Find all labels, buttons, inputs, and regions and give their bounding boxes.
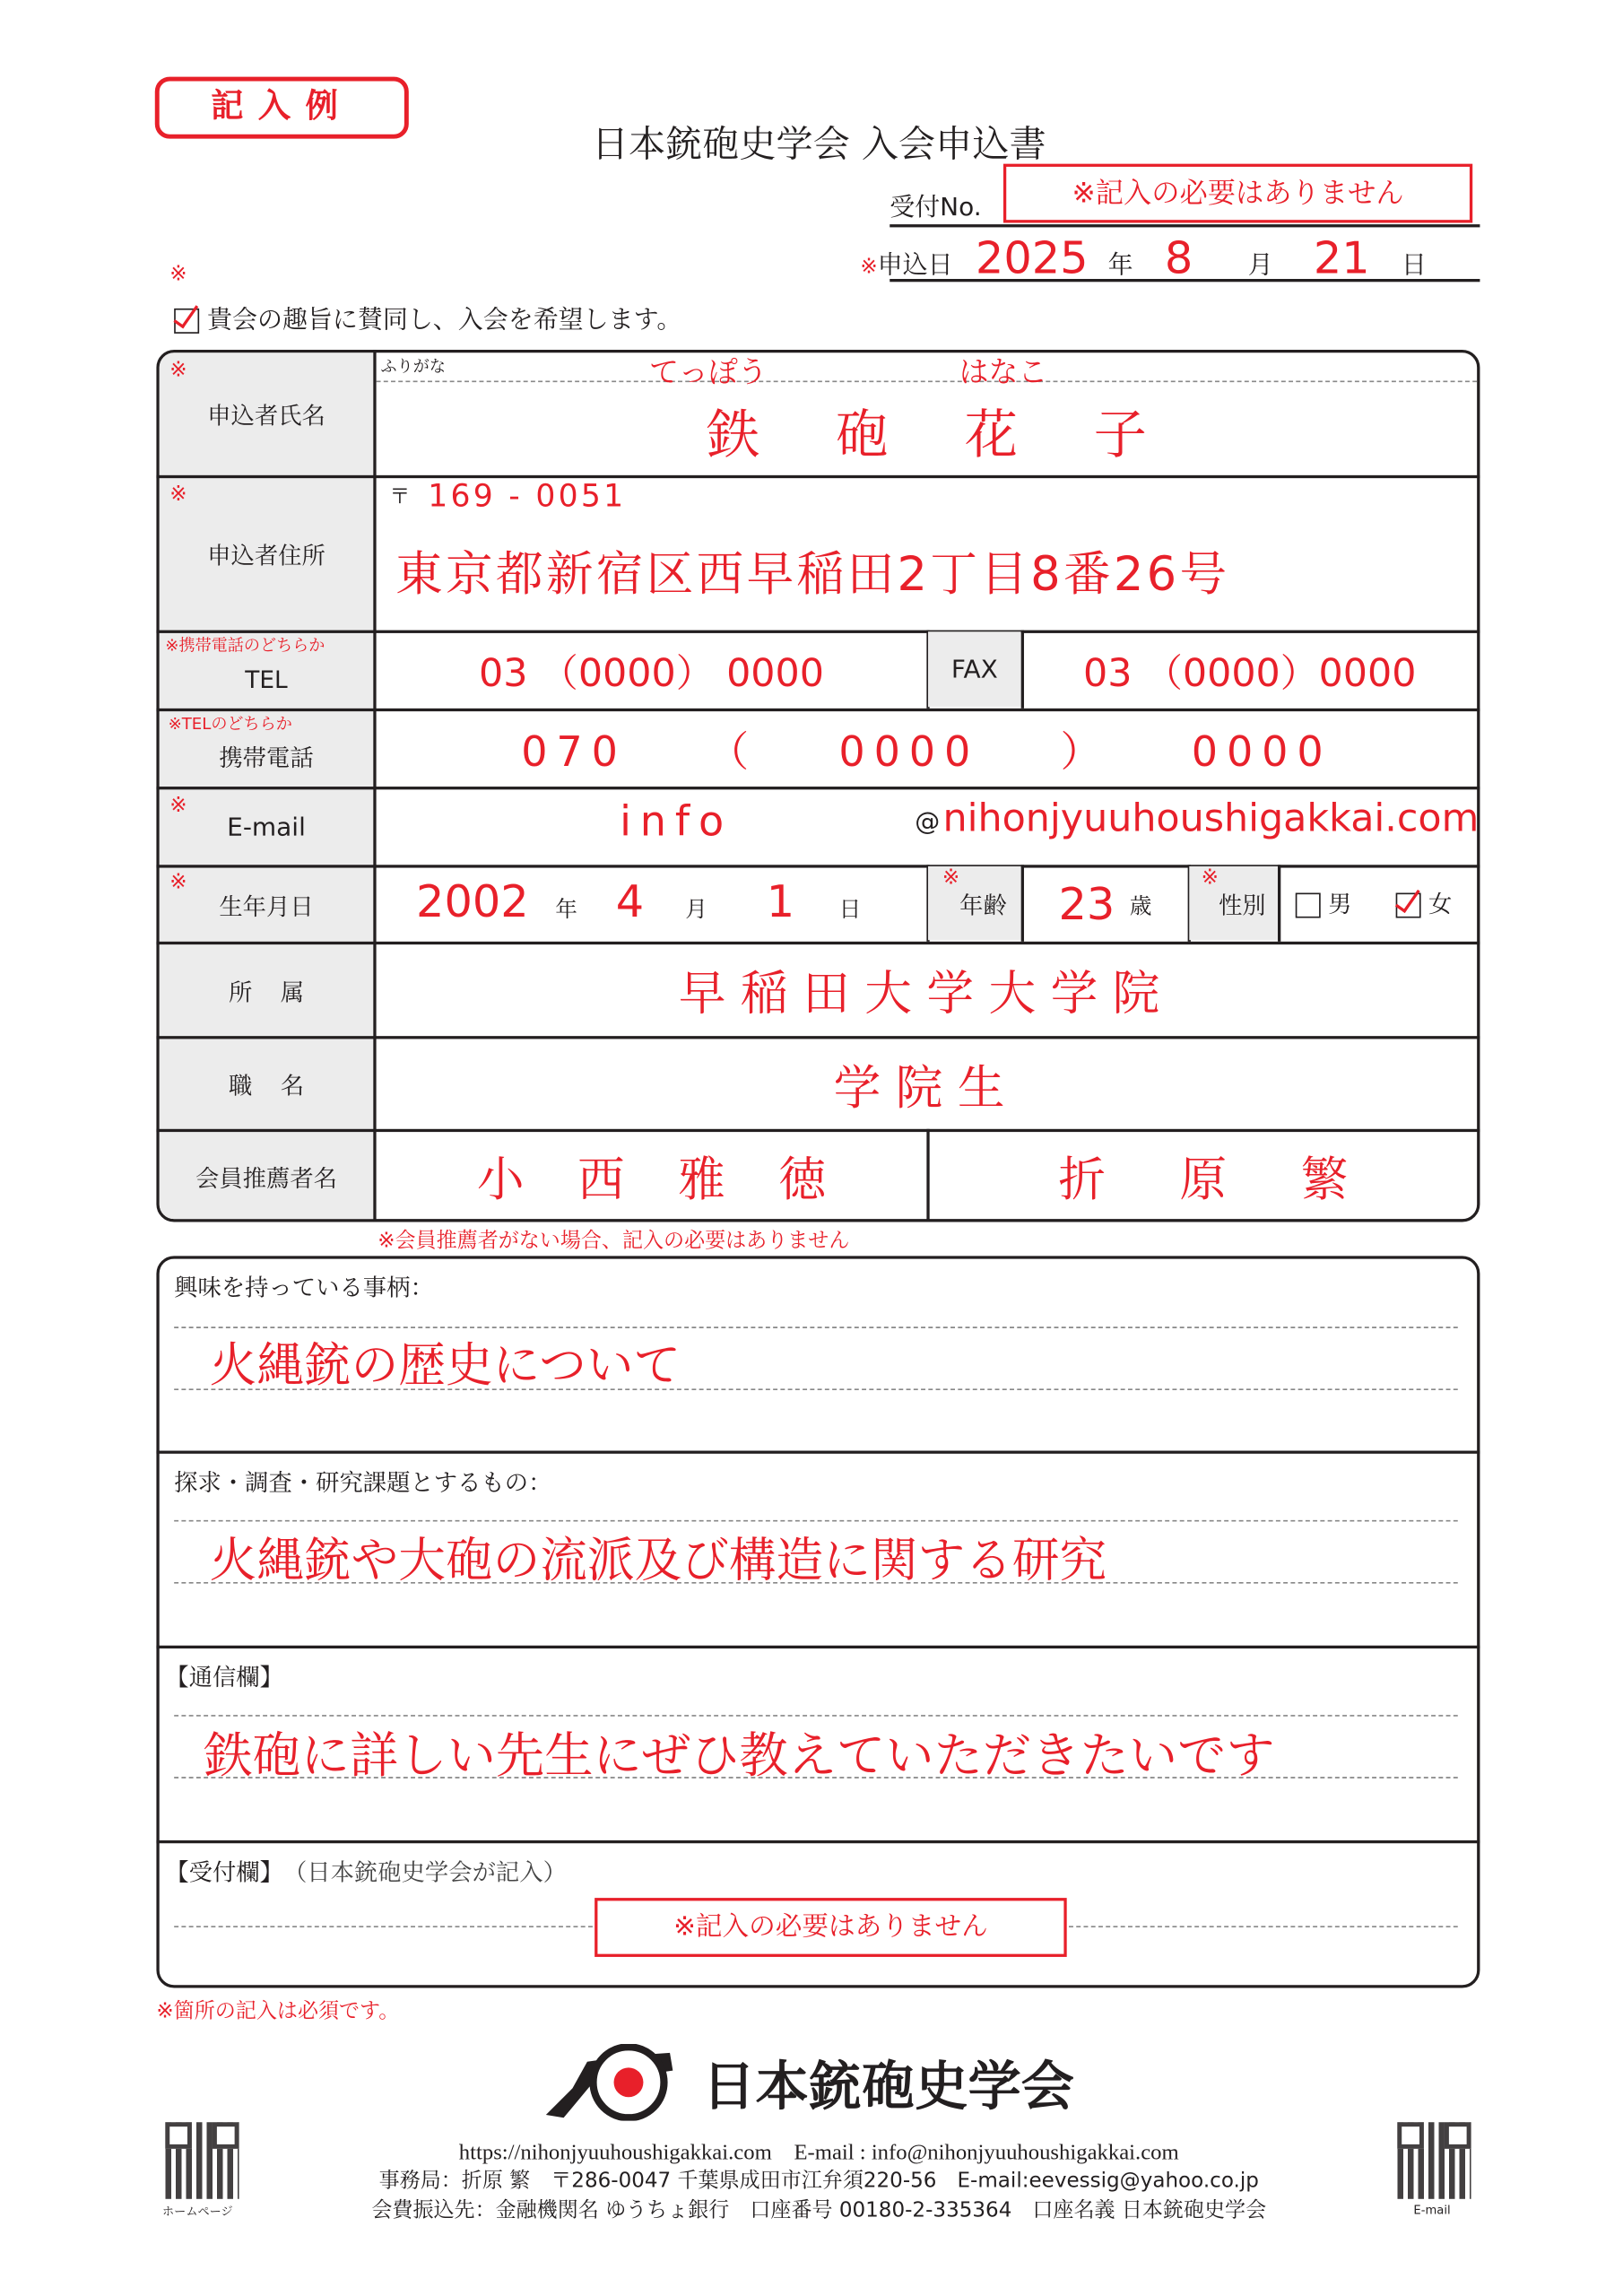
- age-value[interactable]: 23 歳: [1058, 878, 1152, 931]
- apply-month[interactable]: 8: [1164, 232, 1193, 285]
- recommender-label: 会員推薦者名: [195, 1163, 337, 1192]
- birth-label: 生年月日: [219, 891, 314, 920]
- recommender-note: ※会員推薦者がない場合、記入の必要はありません: [378, 1229, 850, 1254]
- postal-value[interactable]: 169 - 0051: [428, 478, 627, 514]
- section-interests-value[interactable]: 火縄銃の歴史について: [209, 1336, 681, 1394]
- section-research-value[interactable]: 火縄銃や大砲の流派及び構造に関する研究: [209, 1532, 1107, 1588]
- sex-label: ※ 性別: [1189, 866, 1278, 940]
- tel-value[interactable]: 03 （0000） 0000: [478, 652, 824, 697]
- required-mark: ※: [169, 262, 187, 287]
- required-note: ※箇所の記入は必須です。: [156, 1999, 400, 2023]
- age-label: ※ 年齢: [928, 866, 1021, 940]
- apply-year[interactable]: 2025: [975, 232, 1089, 285]
- agree-checkbox-row[interactable]: 貴会の趣旨に賛同し、入会を希望します。: [174, 298, 681, 335]
- page-title: 日本銃砲史学会 入会申込書: [591, 122, 1046, 166]
- name-label: 申込者氏名: [207, 401, 325, 430]
- qr-right-label: E-mail: [1413, 2203, 1451, 2217]
- recommender-first[interactable]: 小 西 雅 徳: [476, 1151, 827, 1208]
- email-label: E-mail: [227, 812, 306, 842]
- fax-value[interactable]: 03 （0000）0000: [1083, 652, 1417, 697]
- section-message-label: 【通信欄】: [165, 1663, 283, 1692]
- sex-female-option[interactable]: 女: [1396, 885, 1453, 919]
- position-value[interactable]: 学院生: [833, 1058, 1020, 1116]
- email-domain[interactable]: nihonjyuuhoushigakkai.com: [942, 796, 1480, 841]
- org-name: 日本銃砲史学会: [702, 2056, 1074, 2118]
- affiliation-label: 所 属: [228, 978, 305, 1006]
- section-message-value[interactable]: 鉄砲に詳しい先生にぜひ教えていただきたいです: [204, 1726, 1275, 1785]
- sample-stamp: 記入例: [155, 77, 409, 139]
- recommender-second[interactable]: 折 原 繁: [1058, 1151, 1349, 1208]
- apply-day[interactable]: 21: [1313, 232, 1370, 285]
- agree-checkbox[interactable]: [174, 308, 199, 333]
- position-label: 職 名: [228, 1071, 305, 1100]
- qr-left-label: ホームページ: [162, 2205, 233, 2219]
- mobile-value[interactable]: 070 （ 0000 ） 0000: [521, 726, 1332, 776]
- address-value[interactable]: 東京都新宿区西早稲田2丁目8番26号: [395, 545, 1230, 603]
- furigana-last[interactable]: てっぽう: [649, 353, 768, 390]
- section-interests-label: 興味を持っている事柄：: [174, 1274, 434, 1302]
- name-value[interactable]: 鉄 砲 花 子: [706, 404, 1147, 466]
- tel-label: TEL: [245, 665, 288, 693]
- email-local[interactable]: info: [620, 796, 733, 846]
- fax-label: FAX: [928, 631, 1021, 707]
- address-label: 申込者住所: [207, 541, 325, 570]
- furigana-first[interactable]: はなこ: [959, 353, 1048, 390]
- birth-value[interactable]: 2002 年 4 月 1 日: [416, 876, 862, 929]
- section-research-label: 探求・調査・研究課題とするもの：: [174, 1468, 552, 1497]
- receipt-label: 受付No.: [890, 193, 982, 223]
- sex-male-option[interactable]: 男: [1296, 885, 1352, 919]
- section-reception-label: 【受付欄】 （日本銃砲史学会が記入）: [165, 1857, 567, 1886]
- footer-office: 事務局：折原 繁 〒286-0047 千葉県成田市江弁須220-56 E-mail:eevessig@yahoo.co.jp: [378, 2169, 1259, 2194]
- furigana-label: ふりがな: [380, 357, 446, 377]
- footer-web: https://nihonjyuuhoushigakkai.com E-mail : info@nihonjyuuhoushigakkai.com: [458, 2141, 1179, 2165]
- footer-bank: 会費振込先：金融機関名 ゆうちょ銀行 口座番号 00180-2-335364 口座名義 日本銃砲史学会: [371, 2198, 1267, 2223]
- org-logo: [543, 2044, 691, 2121]
- reception-note: ※記入の必要はありません: [595, 1898, 1067, 1957]
- mobile-label: 携帯電話: [219, 743, 314, 771]
- apply-date: ※申込日 2025 年 8 月 21 日: [860, 232, 1427, 285]
- affiliation-value[interactable]: 早稲田大学大学院: [678, 965, 1175, 1022]
- receipt-note: ※記入の必要はありません: [1003, 164, 1472, 223]
